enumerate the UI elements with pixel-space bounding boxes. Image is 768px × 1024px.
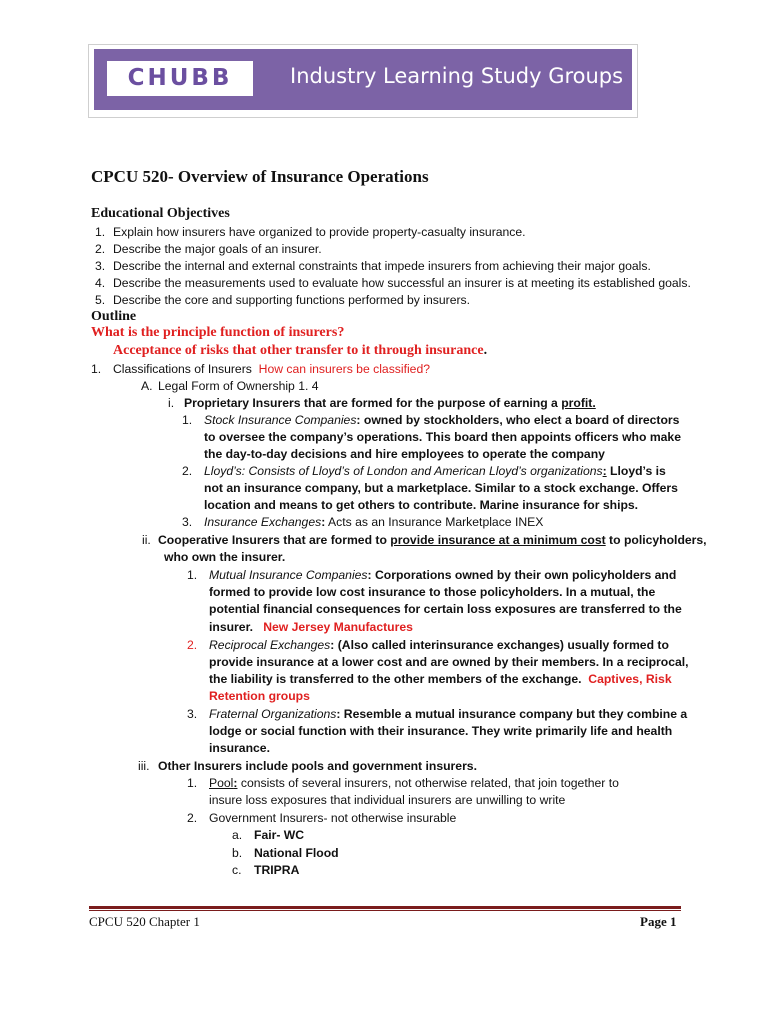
underlined-text: profit.: [561, 396, 596, 410]
outline-item: [209, 567, 676, 584]
outline-item: [209, 706, 687, 723]
item-text: to policyholders,: [605, 533, 707, 547]
term-colon: :: [233, 776, 238, 790]
outline-line: location and means to get others to contribute. Marine insurance for ships.: [204, 498, 639, 512]
section-question: How can insurers be classified?: [258, 362, 431, 376]
list-item-number: 3.: [95, 259, 106, 273]
item-text: consists of several insurers, not otherwise related, that join together to: [237, 776, 619, 790]
outline-line: insure loss exposures that individual insurers are unwilling to write: [209, 793, 566, 807]
term: Reciprocal Exchanges: [209, 638, 331, 652]
outline-line: to oversee the company’s operations. This board then appoints officers who make: [204, 430, 681, 444]
outline-number: 1.: [187, 776, 198, 790]
term: Mutual Insurance Companies: [209, 568, 368, 582]
banner-title: Industry Learning Study Groups: [290, 64, 624, 88]
objectives-heading: Educational Objectives: [91, 206, 230, 221]
outline-roman: ii.: [142, 533, 151, 547]
example-note: Retention groups: [209, 689, 310, 703]
outline-item: [158, 532, 707, 549]
term: Insurance Exchanges: [204, 515, 322, 529]
list-item: Describe the internal and external constraints that impede insurers from achieving their major goals.: [113, 259, 651, 273]
outline-item: [209, 637, 669, 654]
footer-rule-thin: [89, 910, 681, 911]
outline-line: [209, 671, 672, 688]
term-colon: :: [321, 515, 326, 529]
logo-text: CHUBB: [127, 65, 233, 91]
example-note: New Jersey Manufactures: [263, 620, 413, 634]
outline-roman: i.: [168, 396, 175, 410]
item-text: insurer.: [209, 620, 254, 634]
outline-answer: [113, 343, 487, 359]
list-item: Explain how insurers have organized to provide property-casualty insurance.: [113, 225, 526, 239]
chubb-logo: [107, 61, 253, 96]
outline-item: [209, 775, 619, 792]
term-colon: :: [356, 413, 361, 427]
item-text: Corporations owned by their own policyholders and: [371, 568, 677, 582]
term-colon: :: [602, 464, 607, 478]
outline-item: Government Insurers- not otherwise insurable: [209, 811, 457, 825]
item-text: owned by stockholders, who elect a board of directors: [360, 413, 680, 427]
outline-line: lodge or social function with their insurance. They write primarily life and health: [209, 724, 673, 738]
list-item: Describe the measurements used to evaluate how successful an insurer is at meeting its established goals.: [113, 276, 691, 290]
term: Lloyd’s: Consists of Lloyd’s of London and American Lloyd’s organizations: [204, 464, 603, 478]
outline-item: Legal Form of Ownership 1. 4: [158, 379, 319, 393]
list-item-number: 5.: [95, 293, 106, 307]
outline-line: the day-to-day decisions and hire employees to operate the company: [204, 447, 605, 461]
answer-text: Acceptance of risks that other transfer to it through insurance: [113, 343, 484, 358]
list-item-number: 1.: [95, 225, 106, 239]
underlined-text: provide insurance at a minimum cost: [390, 533, 606, 547]
item-text: Proprietary Insurers that are formed for the purpose of earning a: [184, 396, 562, 410]
outline-line: provide insurance at a lower cost and are owned by their members. In a reciprocal,: [209, 655, 689, 669]
footer-rule: [89, 906, 681, 909]
outline-line: not an insurance company, but a marketplace. Similar to a stock exchange. Offers: [204, 481, 678, 495]
list-item-number: 2.: [95, 242, 106, 256]
item-text: the liability is transferred to the other members of the exchange.: [209, 672, 582, 686]
list-item: Describe the major goals of an insurer.: [113, 242, 322, 256]
outline-letter: a.: [232, 828, 243, 842]
term: Pool: [209, 776, 234, 790]
list-item: Describe the core and supporting functions performed by insurers.: [113, 293, 471, 307]
outline-item: [184, 395, 596, 412]
outline-heading: Outline: [91, 309, 137, 324]
page-number: Page 1: [640, 914, 677, 929]
list-item: Fair- WC: [254, 828, 305, 842]
outline-line: [209, 619, 413, 636]
outline-line: who own the insurer.: [164, 550, 286, 564]
outline-number: 1.: [91, 362, 102, 376]
outline-number: 3.: [187, 707, 198, 721]
outline-number: 1.: [182, 413, 193, 427]
example-note: Captives, Risk: [588, 672, 672, 686]
document-title: CPCU 520- Overview of Insurance Operations: [91, 167, 429, 186]
footer-chapter: CPCU 520 Chapter 1: [89, 914, 200, 929]
term: Fraternal Organizations: [209, 707, 337, 721]
list-item: TRIPRA: [254, 863, 300, 877]
item-text: Lloyd’s is: [606, 464, 666, 478]
list-item-number: 4.: [95, 276, 106, 290]
term-colon: :: [367, 568, 372, 582]
answer-period: .: [483, 343, 488, 358]
item-text: Resemble a mutual insurance company but they combine a: [340, 707, 688, 721]
outline-letter: A.: [141, 379, 153, 393]
item-text: Acts as an Insurance Marketplace INEX: [325, 515, 544, 529]
outline-question: What is the principle function of insurers?: [91, 325, 345, 340]
outline-item: [204, 412, 679, 429]
term: Stock Insurance Companies: [204, 413, 357, 427]
outline-letter: b.: [232, 846, 243, 860]
section-label: Classifications of Insurers: [113, 362, 252, 376]
item-text: (Also called interinsurance exchanges) usually formed to: [334, 638, 669, 652]
outline-roman: iii.: [138, 759, 150, 773]
outline-number: 2.: [187, 811, 198, 825]
outline-number: 2.: [187, 638, 198, 652]
outline-number: 1.: [187, 568, 198, 582]
outline-line: potential financial consequences for certain loss exposures are transferred to the: [209, 602, 682, 616]
outline-item: [204, 514, 543, 531]
outline-line: insurance.: [209, 741, 270, 755]
term-colon: :: [336, 707, 341, 721]
term-colon: :: [330, 638, 335, 652]
outline-item: [113, 361, 430, 378]
outline-letter: c.: [232, 863, 242, 877]
outline-number: 2.: [182, 464, 193, 478]
outline-item: [204, 463, 666, 480]
list-item: National Flood: [254, 846, 339, 860]
outline-line: formed to provide low cost insurance to those policyholders. In a mutual, the: [209, 585, 656, 599]
outline-number: 3.: [182, 515, 193, 529]
outline-item: Other Insurers include pools and government insurers.: [158, 759, 477, 773]
item-text: Cooperative Insurers that are formed to: [158, 533, 391, 547]
